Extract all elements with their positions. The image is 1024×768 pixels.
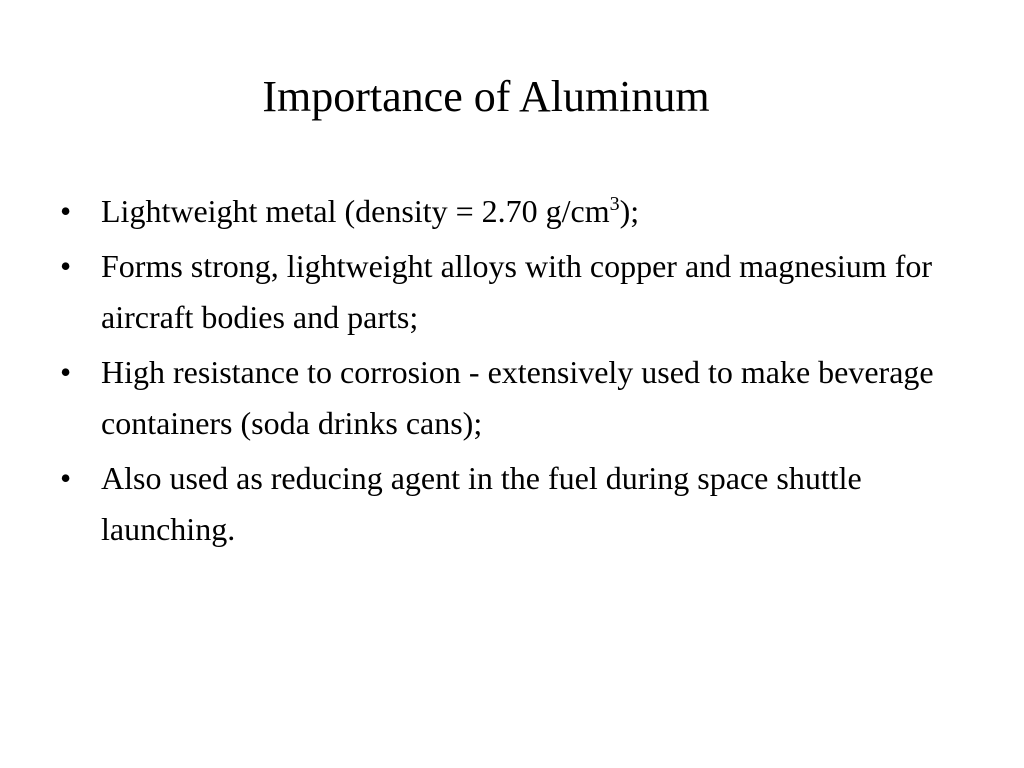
bullet-text-reducing-agent: Also used as reducing agent in the fuel during space shuttle launching. bbox=[101, 460, 862, 547]
bullet-item-alloys bbox=[60, 241, 960, 343]
bullet-list bbox=[60, 186, 960, 559]
bullet-marker: • bbox=[60, 248, 72, 284]
bullet-marker: • bbox=[60, 193, 72, 229]
bullet-item-reducing-agent bbox=[60, 453, 960, 555]
slide-title: Importance of Aluminum bbox=[262, 72, 710, 121]
density-text-end: ); bbox=[619, 193, 640, 229]
bullet-item-density bbox=[60, 186, 960, 237]
density-text: Lightweight metal (density = 2.70 g/cm bbox=[101, 193, 610, 229]
bullet-text-density bbox=[101, 193, 639, 229]
cubic-exponent: 3 bbox=[609, 193, 620, 215]
bullet-item-corrosion bbox=[60, 347, 960, 449]
bullet-text-corrosion: High resistance to corrosion - extensively used to make beverage containers (soda drinks cans); bbox=[101, 354, 934, 441]
bullet-marker: • bbox=[60, 460, 72, 496]
bullet-text-alloys: Forms strong, lightweight alloys with copper and magnesium for aircraft bodies and parts; bbox=[101, 248, 932, 335]
bullet-marker: • bbox=[60, 354, 72, 390]
